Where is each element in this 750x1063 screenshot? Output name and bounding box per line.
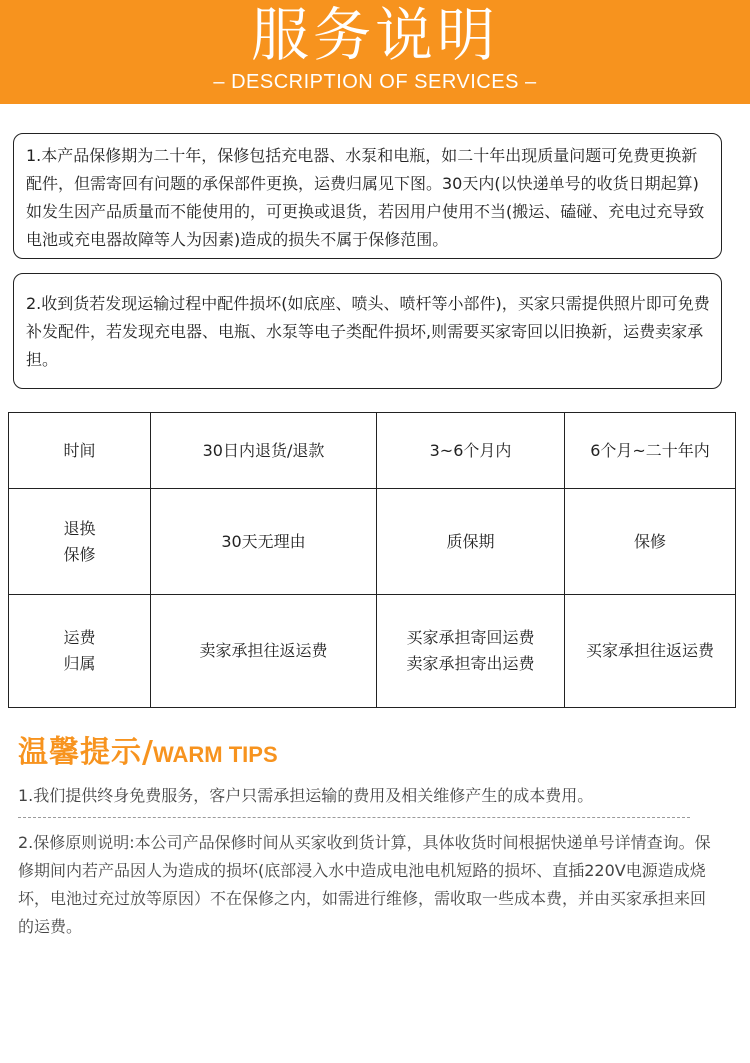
table-row-time <box>9 413 736 489</box>
tip-2: 2.保修原则说明:本公司产品保修时间从买家收到货计算，具体收货时间根据快递单号详情查询。保修期间内若产品因人为造成的损坏(底部浸入水中造成电池电机短路的损坏、直插220V电源造成烧坏，电池过充过放等原因）不在保修之内，如需进行维修，需收取一些成本费，并由买家承担来回的运费。 <box>18 833 711 936</box>
cell-line: 卖家承担寄出运费 <box>406 654 535 673</box>
service-note-2: 2.收到货若发现运输过程中配件损坏(如底座、喷头、喷杆等小部件)，买家只需提供照片即可免费补发配件，若发现充电器、电瓶、水泵等电子类配件损坏,则需要买家寄回以旧换新，运费卖家承担。 <box>13 273 722 389</box>
table-cell: 3~6个月内 <box>377 413 565 489</box>
page-subtitle: – DESCRIPTION OF SERVICES – <box>213 71 537 93</box>
table-cell: 买家承担往返运费 <box>565 595 736 708</box>
table-cell: 保修 <box>565 489 736 595</box>
table-cell-label: 时间 <box>9 413 151 489</box>
page-title: 服务说明 <box>250 1 499 69</box>
label-line: 退换 <box>63 518 96 538</box>
service-table <box>8 412 736 708</box>
label-line: 归属 <box>63 654 96 673</box>
table-cell: 6个月~二十年内 <box>565 413 736 489</box>
tips-heading-slash: / <box>142 735 153 770</box>
table-cell: 30天无理由 <box>151 489 377 595</box>
table-cell: 30日内退货/退款 <box>151 413 377 489</box>
tips-heading-zh: 温馨提示 <box>18 735 142 770</box>
table-cell-label <box>9 595 151 708</box>
label-line: 保修 <box>63 544 96 564</box>
tips-heading-en: WARM TIPS <box>152 742 278 767</box>
table-row-shipping <box>9 595 736 708</box>
header-banner <box>0 0 750 104</box>
tips-heading <box>18 733 278 775</box>
table-cell: 卖家承担往返运费 <box>151 595 377 708</box>
table-cell: 质保期 <box>377 489 565 595</box>
table-cell <box>377 595 565 708</box>
divider <box>18 817 690 818</box>
tip-1: 1.我们提供终身免费服务，客户只需承担运输的费用及相关维修产生的成本费用。 <box>18 786 594 805</box>
label-line: 运费 <box>63 628 96 647</box>
table-cell-label <box>9 489 151 595</box>
cell-line: 买家承担寄回运费 <box>406 628 535 647</box>
service-note-1: 1.本产品保修期为二十年，保修包括充电器、水泵和电瓶，如二十年出现质量问题可免费更换新配件，但需寄回有问题的承保部件更换，运费归属见下图。30天内(以快递单号的收货日期起算)如发生因产品质量而不能使用的，可更换或退货，若因用户使用不当(搬运、磕碰、充电过充导致电池或充电器故障等人为因素)造成的损失不属于保修范围。 <box>13 133 722 259</box>
table-row-return-warranty <box>9 489 736 595</box>
